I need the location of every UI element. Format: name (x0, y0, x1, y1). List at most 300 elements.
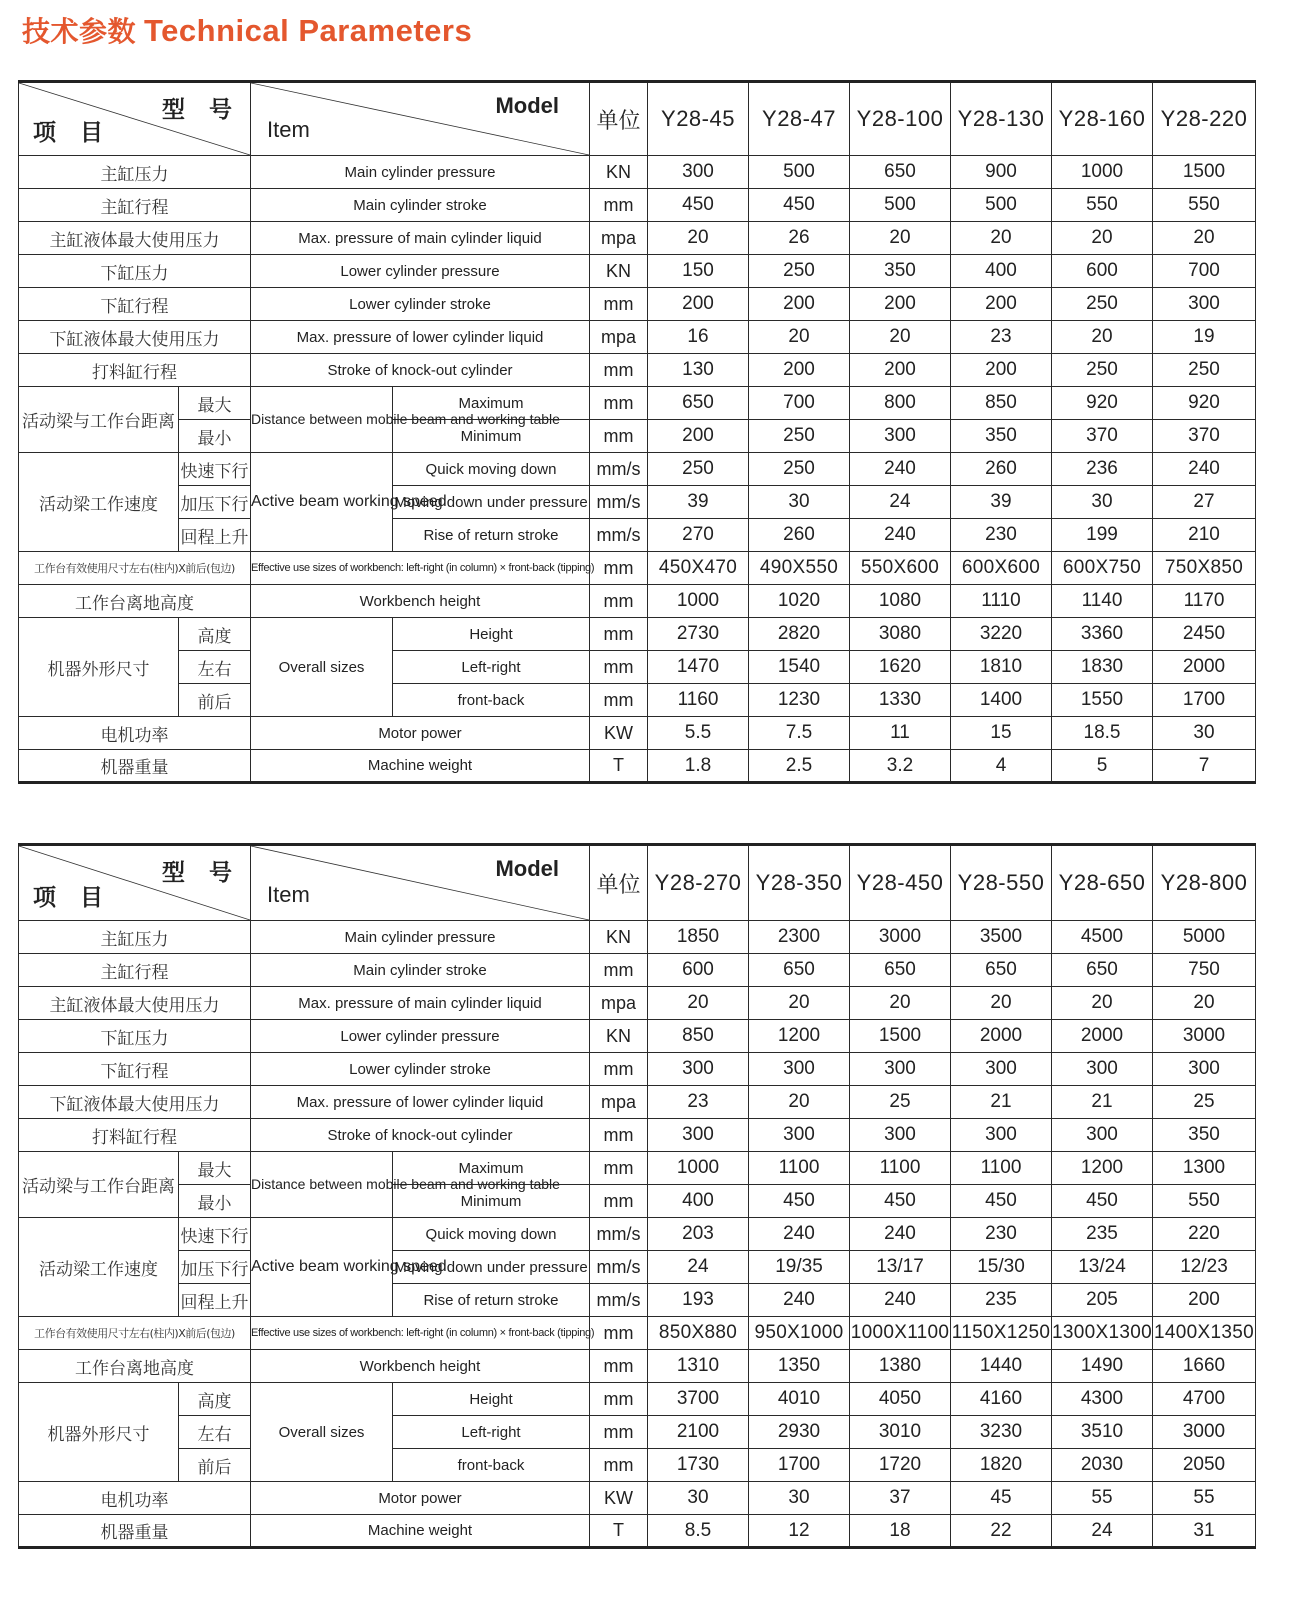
value-cell: 199 (1052, 519, 1153, 552)
value-cell: 250 (1052, 288, 1153, 321)
value-cell: 19 (1153, 321, 1256, 354)
table-row (19, 519, 1256, 552)
unit-cell: mm/s (590, 519, 648, 552)
value-cell: 55 (1052, 1482, 1153, 1515)
value-cell: 240 (850, 453, 951, 486)
value-cell: 21 (951, 1086, 1052, 1119)
value-cell: 39 (648, 486, 749, 519)
row-label-en: Max. pressure of main cylinder liquid (251, 222, 590, 255)
value-cell: 200 (951, 288, 1052, 321)
header-item-cn: 项 目 (33, 120, 112, 146)
value-cell: 200 (648, 420, 749, 453)
value-cell: 3510 (1052, 1416, 1153, 1449)
row-label-en: Max. pressure of main cylinder liquid (251, 987, 590, 1020)
value-cell: 5000 (1153, 921, 1256, 954)
header-unit: 单位 (590, 82, 648, 156)
value-cell: 193 (648, 1284, 749, 1317)
header-item-en: Item (267, 882, 310, 907)
table-row (19, 189, 1256, 222)
table-row (19, 1482, 1256, 1515)
value-cell: 2820 (749, 618, 850, 651)
value-cell: 300 (648, 1119, 749, 1152)
value-cell: 450 (749, 189, 850, 222)
value-cell: 25 (1153, 1086, 1256, 1119)
table-row (19, 420, 1256, 453)
value-cell: 650 (850, 156, 951, 189)
value-cell: 1300 (1153, 1152, 1256, 1185)
value-cell: 30 (1052, 486, 1153, 519)
value-cell: 1000X1100 (850, 1317, 951, 1350)
value-cell: 4700 (1153, 1383, 1256, 1416)
table-row (19, 1053, 1256, 1086)
value-cell: 2.5 (749, 750, 850, 783)
table-row (19, 1086, 1256, 1119)
value-cell: 240 (850, 1218, 951, 1251)
table-row (19, 1152, 1256, 1185)
value-cell: 250 (749, 453, 850, 486)
table-row (19, 954, 1256, 987)
value-cell: 850X880 (648, 1317, 749, 1350)
sub-label-cn: 最大 (179, 387, 251, 420)
row-label-en: Motor power (251, 1482, 590, 1515)
value-cell: 800 (850, 387, 951, 420)
row-label-cn: 打料缸行程 (19, 1119, 251, 1152)
value-cell: 3.2 (850, 750, 951, 783)
value-cell: 490X550 (749, 552, 850, 585)
row-label-cn: 主缸液体最大使用压力 (19, 987, 251, 1020)
value-cell: 3360 (1052, 618, 1153, 651)
row-label-cn: 主缸行程 (19, 954, 251, 987)
table-row (19, 1020, 1256, 1053)
value-cell: 250 (648, 453, 749, 486)
value-cell: 21 (1052, 1086, 1153, 1119)
value-cell: 300 (749, 1053, 850, 1086)
group-label-cn: 活动梁与工作台距离 (19, 387, 179, 453)
sub-label-cn: 左右 (179, 1416, 251, 1449)
sub-label-en: Left-right (393, 651, 590, 684)
value-cell: 300 (1052, 1119, 1153, 1152)
unit-cell: mm (590, 1053, 648, 1086)
row-label-cn: 工作台离地高度 (19, 1350, 251, 1383)
unit-cell: mm (590, 1449, 648, 1482)
value-cell: 600X600 (951, 552, 1052, 585)
unit-cell: mm (590, 618, 648, 651)
table-row (19, 321, 1256, 354)
value-cell: 11 (850, 717, 951, 750)
unit-cell: mm (590, 1383, 648, 1416)
unit-cell: KW (590, 717, 648, 750)
group-label-cn: 机器外形尺寸 (19, 1383, 179, 1482)
row-label-cn: 下缸液体最大使用压力 (19, 1086, 251, 1119)
value-cell: 23 (951, 321, 1052, 354)
value-cell: 2300 (749, 921, 850, 954)
value-cell: 1400X1350 (1153, 1317, 1256, 1350)
value-cell: 300 (1153, 288, 1256, 321)
value-cell: 300 (648, 156, 749, 189)
value-cell: 4500 (1052, 921, 1153, 954)
value-cell: 300 (850, 420, 951, 453)
sub-label-cn: 回程上升 (179, 1284, 251, 1317)
value-cell: 1230 (749, 684, 850, 717)
table-row (19, 387, 1256, 420)
value-cell: 1700 (1153, 684, 1256, 717)
value-cell: 1490 (1052, 1350, 1153, 1383)
sub-label-cn: 加压下行 (179, 486, 251, 519)
value-cell: 300 (951, 1053, 1052, 1086)
value-cell: 3000 (850, 921, 951, 954)
row-label-cn: 下缸液体最大使用压力 (19, 321, 251, 354)
value-cell: 20 (850, 321, 951, 354)
value-cell: 240 (749, 1218, 850, 1251)
row-label-cn: 下缸压力 (19, 1020, 251, 1053)
value-cell: 1380 (850, 1350, 951, 1383)
sub-label-en: Minimum (393, 1185, 590, 1218)
row-label-en: Main cylinder pressure (251, 156, 590, 189)
row-label-en: Stroke of knock-out cylinder (251, 1119, 590, 1152)
model-header: Y28-47 (749, 82, 850, 156)
row-label-en: Lower cylinder pressure (251, 1020, 590, 1053)
table-row (19, 618, 1256, 651)
value-cell: 200 (749, 288, 850, 321)
value-cell: 300 (850, 1119, 951, 1152)
sub-label-cn: 快速下行 (179, 453, 251, 486)
row-label-en: Stroke of knock-out cylinder (251, 354, 590, 387)
value-cell: 350 (1153, 1119, 1256, 1152)
header-model-cn: 型 号 (161, 860, 240, 886)
value-cell: 7 (1153, 750, 1256, 783)
value-cell: 250 (1153, 354, 1256, 387)
row-label-en: Motor power (251, 717, 590, 750)
table-row (19, 987, 1256, 1020)
value-cell: 37 (850, 1482, 951, 1515)
value-cell: 700 (749, 387, 850, 420)
row-label-en: Lower cylinder stroke (251, 288, 590, 321)
value-cell: 920 (1052, 387, 1153, 420)
value-cell: 1170 (1153, 585, 1256, 618)
value-cell: 1660 (1153, 1350, 1256, 1383)
unit-cell: mm (590, 1119, 648, 1152)
value-cell: 24 (850, 486, 951, 519)
row-label-cn: 下缸行程 (19, 1053, 251, 1086)
value-cell: 200 (850, 354, 951, 387)
header-en-diagonal (251, 82, 590, 156)
table-row (19, 684, 1256, 717)
value-cell: 2450 (1153, 618, 1256, 651)
value-cell: 20 (951, 222, 1052, 255)
table-row (19, 486, 1256, 519)
parameters-table-1 (18, 80, 1256, 784)
sub-label-cn: 高度 (179, 618, 251, 651)
value-cell: 600 (648, 954, 749, 987)
header-cn-diagonal (19, 82, 251, 156)
row-label-cn: 工作台有效使用尺寸左右(柱内)X前后(包边) (19, 552, 251, 585)
sub-label-en: front-back (393, 1449, 590, 1482)
page-title-cn: 技术参数 (22, 15, 137, 48)
value-cell: 26 (749, 222, 850, 255)
unit-cell: mm/s (590, 453, 648, 486)
value-cell: 24 (1052, 1515, 1153, 1548)
sub-label-en: Height (393, 618, 590, 651)
value-cell: 1470 (648, 651, 749, 684)
value-cell: 7.5 (749, 717, 850, 750)
value-cell: 235 (1052, 1218, 1153, 1251)
value-cell: 18 (850, 1515, 951, 1548)
row-label-cn: 主缸行程 (19, 189, 251, 222)
value-cell: 8.5 (648, 1515, 749, 1548)
value-cell: 4050 (850, 1383, 951, 1416)
value-cell: 240 (749, 1284, 850, 1317)
value-cell: 300 (749, 1119, 850, 1152)
sub-label-cn: 左右 (179, 651, 251, 684)
value-cell: 450 (951, 1185, 1052, 1218)
value-cell: 210 (1153, 519, 1256, 552)
row-label-en: Workbench height (251, 1350, 590, 1383)
sub-label-cn: 最大 (179, 1152, 251, 1185)
value-cell: 1150X1250 (951, 1317, 1052, 1350)
value-cell: 2000 (1052, 1020, 1153, 1053)
value-cell: 370 (1153, 420, 1256, 453)
header-unit: 单位 (590, 845, 648, 921)
value-cell: 20 (648, 987, 749, 1020)
value-cell: 250 (749, 255, 850, 288)
model-header: Y28-800 (1153, 845, 1256, 921)
sub-label-cn: 前后 (179, 1449, 251, 1482)
page-title-en: Technical Parameters (144, 13, 473, 48)
group-label-en: Distance between mobile beam and working table (251, 387, 393, 453)
unit-cell: KN (590, 921, 648, 954)
sub-label-en: Rise of return stroke (393, 1284, 590, 1317)
value-cell: 13/24 (1052, 1251, 1153, 1284)
value-cell: 2730 (648, 618, 749, 651)
value-cell: 1350 (749, 1350, 850, 1383)
value-cell: 350 (850, 255, 951, 288)
value-cell: 450 (1052, 1185, 1153, 1218)
value-cell: 20 (1153, 222, 1256, 255)
value-cell: 500 (951, 189, 1052, 222)
value-cell: 2000 (1153, 651, 1256, 684)
value-cell: 650 (850, 954, 951, 987)
unit-cell: mm (590, 420, 648, 453)
sub-label-cn: 前后 (179, 684, 251, 717)
table-row (19, 222, 1256, 255)
value-cell: 300 (951, 1119, 1052, 1152)
value-cell: 3080 (850, 618, 951, 651)
model-header: Y28-130 (951, 82, 1052, 156)
value-cell: 30 (648, 1482, 749, 1515)
value-cell: 1080 (850, 585, 951, 618)
table-row (19, 1218, 1256, 1251)
row-label-en: Machine weight (251, 750, 590, 783)
table-row (19, 1449, 1256, 1482)
unit-cell: mm (590, 1152, 648, 1185)
value-cell: 600 (1052, 255, 1153, 288)
group-label-en: Overall sizes (251, 618, 393, 717)
unit-cell: mpa (590, 1086, 648, 1119)
value-cell: 18.5 (1052, 717, 1153, 750)
table-row (19, 1515, 1256, 1548)
value-cell: 650 (648, 387, 749, 420)
value-cell: 250 (1052, 354, 1153, 387)
value-cell: 1100 (850, 1152, 951, 1185)
value-cell: 550X600 (850, 552, 951, 585)
sub-label-en: Quick moving down (393, 1218, 590, 1251)
value-cell: 700 (1153, 255, 1256, 288)
row-label-en: Effective use sizes of workbench: left-right (in column) × front-back (tipping) (251, 552, 590, 585)
value-cell: 20 (749, 987, 850, 1020)
value-cell: 240 (850, 1284, 951, 1317)
table-row (19, 1284, 1256, 1317)
value-cell: 300 (850, 1053, 951, 1086)
sub-label-en: Quick moving down (393, 453, 590, 486)
value-cell: 1400 (951, 684, 1052, 717)
value-cell: 230 (951, 1218, 1052, 1251)
value-cell: 600X750 (1052, 552, 1153, 585)
value-cell: 1550 (1052, 684, 1153, 717)
sub-label-en: Moving down under pressure (393, 486, 590, 519)
value-cell: 260 (749, 519, 850, 552)
value-cell: 203 (648, 1218, 749, 1251)
value-cell: 500 (749, 156, 850, 189)
parameters-table-2 (18, 843, 1256, 1549)
value-cell: 1850 (648, 921, 749, 954)
value-cell: 1500 (850, 1020, 951, 1053)
value-cell: 550 (1052, 189, 1153, 222)
value-cell: 25 (850, 1086, 951, 1119)
value-cell: 30 (749, 1482, 850, 1515)
value-cell: 1.8 (648, 750, 749, 783)
value-cell: 30 (749, 486, 850, 519)
value-cell: 300 (1052, 1053, 1153, 1086)
table-row (19, 585, 1256, 618)
unit-cell: mm/s (590, 1284, 648, 1317)
row-label-cn: 工作台有效使用尺寸左右(柱内)X前后(包边) (19, 1317, 251, 1350)
unit-cell: mpa (590, 222, 648, 255)
unit-cell: mm (590, 1350, 648, 1383)
header-item-en: Item (267, 117, 310, 142)
value-cell: 20 (850, 222, 951, 255)
value-cell: 220 (1153, 1218, 1256, 1251)
group-label-en: Active beam working speed (251, 1218, 393, 1317)
table-row (19, 717, 1256, 750)
value-cell: 20 (1052, 321, 1153, 354)
value-cell: 1500 (1153, 156, 1256, 189)
value-cell: 20 (749, 1086, 850, 1119)
value-cell: 1000 (648, 1152, 749, 1185)
sub-label-en: Maximum (393, 1152, 590, 1185)
value-cell: 20 (951, 987, 1052, 1020)
value-cell: 2030 (1052, 1449, 1153, 1482)
row-label-cn: 机器重量 (19, 1515, 251, 1548)
value-cell: 1330 (850, 684, 951, 717)
value-cell: 250 (749, 420, 850, 453)
unit-cell: mpa (590, 321, 648, 354)
model-header: Y28-100 (850, 82, 951, 156)
row-label-cn: 机器重量 (19, 750, 251, 783)
group-label-en: Active beam working speed (251, 453, 393, 552)
header-model-en: Model (495, 856, 559, 881)
value-cell: 130 (648, 354, 749, 387)
value-cell: 39 (951, 486, 1052, 519)
table-row (19, 1185, 1256, 1218)
value-cell: 2050 (1153, 1449, 1256, 1482)
row-label-en: Lower cylinder stroke (251, 1053, 590, 1086)
table-row (19, 552, 1256, 585)
unit-cell: T (590, 1515, 648, 1548)
header-cn-diagonal (19, 845, 251, 921)
row-label-en: Effective use sizes of workbench: left-right (in column) × front-back (tipping) (251, 1317, 590, 1350)
value-cell: 1720 (850, 1449, 951, 1482)
group-label-en: Overall sizes (251, 1383, 393, 1482)
value-cell: 1310 (648, 1350, 749, 1383)
sub-label-cn: 回程上升 (179, 519, 251, 552)
value-cell: 1020 (749, 585, 850, 618)
value-cell: 3010 (850, 1416, 951, 1449)
table-row (19, 1251, 1256, 1284)
value-cell: 2000 (951, 1020, 1052, 1053)
row-label-cn: 工作台离地高度 (19, 585, 251, 618)
table-row (19, 354, 1256, 387)
value-cell: 450 (850, 1185, 951, 1218)
value-cell: 650 (951, 954, 1052, 987)
value-cell: 20 (1052, 222, 1153, 255)
model-header: Y28-350 (749, 845, 850, 921)
value-cell: 31 (1153, 1515, 1256, 1548)
sub-label-cn: 高度 (179, 1383, 251, 1416)
header-en-diagonal (251, 845, 590, 921)
unit-cell: mm (590, 1416, 648, 1449)
value-cell: 3000 (1153, 1020, 1256, 1053)
unit-cell: mm (590, 651, 648, 684)
value-cell: 24 (648, 1251, 749, 1284)
value-cell: 1730 (648, 1449, 749, 1482)
value-cell: 270 (648, 519, 749, 552)
row-label-cn: 主缸压力 (19, 156, 251, 189)
unit-cell: mm (590, 189, 648, 222)
sub-label-en: front-back (393, 684, 590, 717)
value-cell: 5.5 (648, 717, 749, 750)
table-row (19, 1416, 1256, 1449)
value-cell: 300 (1153, 1053, 1256, 1086)
value-cell: 850 (951, 387, 1052, 420)
row-label-en: Main cylinder stroke (251, 954, 590, 987)
value-cell: 200 (648, 288, 749, 321)
value-cell: 240 (1153, 453, 1256, 486)
header-model-en: Model (495, 93, 559, 118)
value-cell: 12/23 (1153, 1251, 1256, 1284)
group-label-cn: 活动梁工作速度 (19, 1218, 179, 1317)
value-cell: 370 (1052, 420, 1153, 453)
row-label-cn: 主缸压力 (19, 921, 251, 954)
value-cell: 205 (1052, 1284, 1153, 1317)
value-cell: 236 (1052, 453, 1153, 486)
value-cell: 550 (1153, 189, 1256, 222)
value-cell: 20 (850, 987, 951, 1020)
value-cell: 1810 (951, 651, 1052, 684)
sub-label-en: Moving down under pressure (393, 1251, 590, 1284)
unit-cell: mm (590, 387, 648, 420)
value-cell: 1160 (648, 684, 749, 717)
unit-cell: mm/s (590, 1251, 648, 1284)
header-model-cn: 型 号 (161, 97, 240, 123)
value-cell: 450X470 (648, 552, 749, 585)
value-cell: 1830 (1052, 651, 1153, 684)
value-cell: 1300X1300 (1052, 1317, 1153, 1350)
model-header: Y28-45 (648, 82, 749, 156)
row-label-en: Machine weight (251, 1515, 590, 1548)
unit-cell: KN (590, 255, 648, 288)
value-cell: 1000 (648, 585, 749, 618)
value-cell: 3220 (951, 618, 1052, 651)
